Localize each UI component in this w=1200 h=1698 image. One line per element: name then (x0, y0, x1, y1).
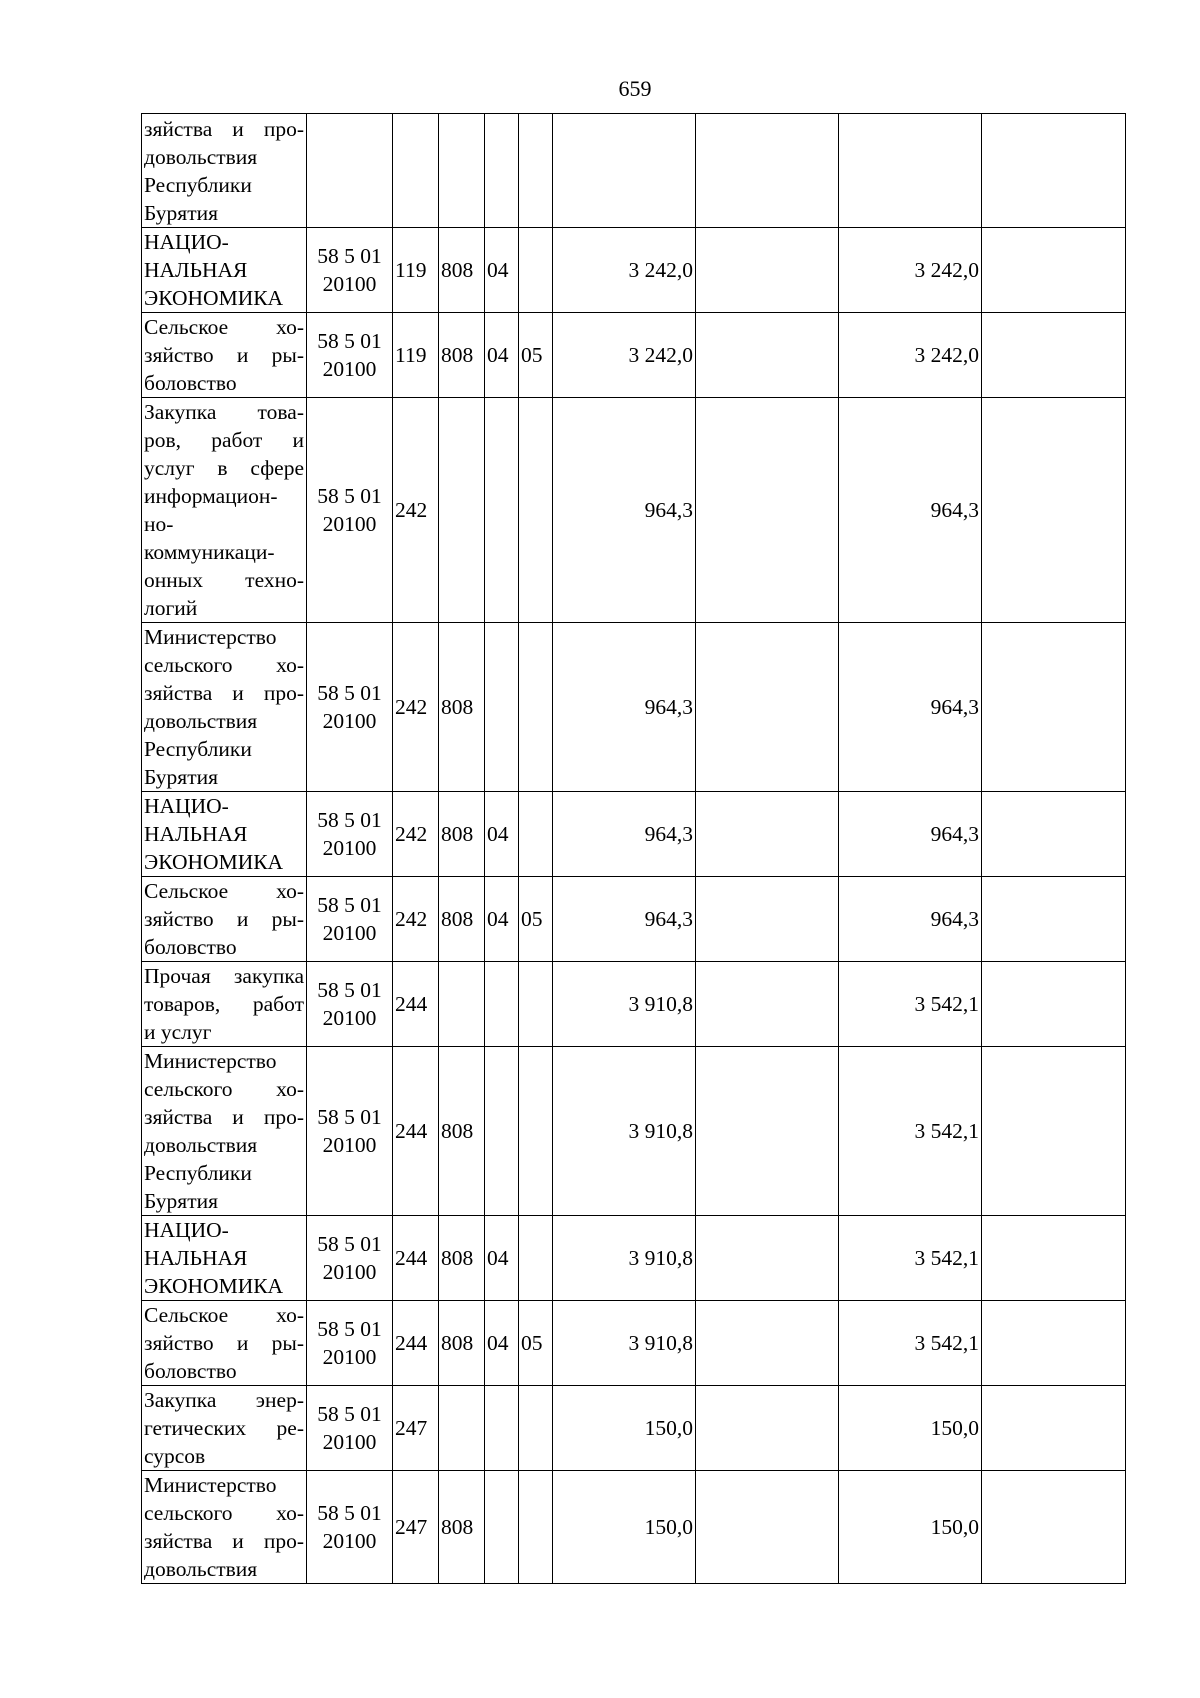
target-code-cell (307, 398, 393, 623)
item-name-line: Министерство (144, 1049, 277, 1073)
amount-cell-4 (982, 114, 1126, 228)
amount-cell-2 (696, 877, 839, 962)
target-code-cell (307, 1301, 393, 1386)
target-code-cell (307, 313, 393, 398)
subsection-cell (519, 228, 553, 313)
amount-cell-3: 964,3 (839, 877, 982, 962)
target-code-cell (307, 1216, 393, 1301)
amount-cell-3: 3 242,0 (839, 313, 982, 398)
item-name-line: Бурятия (144, 200, 218, 225)
department-code-cell: 808 (439, 1301, 485, 1386)
item-name-cell (142, 114, 307, 228)
target-code-line: 58 5 01 (317, 978, 382, 1002)
item-name-cell (142, 623, 307, 792)
amount-cell-4 (982, 1386, 1126, 1471)
target-code-cell (307, 1471, 393, 1584)
target-code-line: 20100 (322, 1529, 377, 1553)
target-code-line: 20100 (322, 1006, 377, 1030)
amount-cell-4 (982, 962, 1126, 1047)
amount-cell-2 (696, 228, 839, 313)
expense-type-cell: 242 (393, 398, 439, 623)
section-cell: 04 (485, 313, 519, 398)
department-code-cell (439, 398, 485, 623)
subsection-cell (519, 1047, 553, 1216)
amount-cell-1: 3 910,8 (553, 962, 696, 1047)
department-code-cell: 808 (439, 792, 485, 877)
target-code-cell (307, 623, 393, 792)
item-name-line: Прочая закупка (144, 964, 304, 988)
item-name-line: зяйство и ры- (144, 1331, 304, 1355)
item-name-line: НАЦИО- (144, 230, 229, 254)
amount-cell-1: 3 242,0 (553, 228, 696, 313)
amount-cell-4 (982, 877, 1126, 962)
item-name-line: зяйство и ры- (144, 343, 304, 367)
table-row (142, 114, 1126, 228)
item-name-line: довольствия (144, 1557, 258, 1581)
item-name-line: Министерство (144, 1473, 277, 1497)
department-code-cell: 808 (439, 877, 485, 962)
item-name-line: Бурятия (144, 1189, 218, 1213)
subsection-cell (519, 1386, 553, 1471)
section-cell: 04 (485, 1301, 519, 1386)
expense-type-cell: 244 (393, 1047, 439, 1216)
item-name-line: Сельское хо- (144, 1303, 304, 1327)
amount-cell-4 (982, 1047, 1126, 1216)
department-code-cell: 808 (439, 623, 485, 792)
department-code-cell: 808 (439, 228, 485, 313)
table-row (142, 1216, 1126, 1301)
item-name-line: Сельское хо- (144, 315, 304, 339)
item-name-line: боловство (144, 371, 237, 395)
table-row (142, 877, 1126, 962)
item-name-line: ЭКОНОМИКА (144, 286, 284, 310)
target-code-line: 58 5 01 (317, 893, 382, 917)
target-code-line: 20100 (322, 272, 377, 296)
subsection-cell (519, 962, 553, 1047)
amount-cell-1: 964,3 (553, 398, 696, 623)
subsection-cell: 05 (519, 1301, 553, 1386)
page-number: 659 (618, 76, 652, 101)
table-row (142, 1386, 1126, 1471)
item-name-line: Закупка энер- (144, 1388, 304, 1412)
item-name-line: довольствия (144, 1133, 258, 1157)
item-name-line: ров, работ и (144, 428, 304, 452)
amount-cell-2 (696, 1471, 839, 1584)
item-name-line: логий (144, 596, 198, 620)
amount-cell-2 (696, 792, 839, 877)
item-name-line: боловство (144, 935, 237, 959)
target-code-line: 20100 (322, 709, 377, 733)
amount-cell-3: 964,3 (839, 623, 982, 792)
department-code-cell (439, 962, 485, 1047)
item-name-line: довольствия (144, 144, 258, 169)
item-name-line: Республики (144, 1161, 252, 1185)
amount-cell-3 (839, 114, 982, 228)
amount-cell-1: 964,3 (553, 792, 696, 877)
expense-type-cell: 242 (393, 792, 439, 877)
item-name-line: Сельское хо- (144, 879, 304, 903)
section-cell: 04 (485, 877, 519, 962)
item-name-line: зяйства и про- (144, 1529, 304, 1553)
amount-cell-1: 3 242,0 (553, 313, 696, 398)
target-code-cell (307, 1047, 393, 1216)
amount-cell-3: 964,3 (839, 792, 982, 877)
subsection-cell: 05 (519, 313, 553, 398)
item-name-cell (142, 1471, 307, 1584)
expense-type-cell: 242 (393, 623, 439, 792)
target-code-cell (307, 877, 393, 962)
item-name-cell (142, 398, 307, 623)
amount-cell-3: 150,0 (839, 1386, 982, 1471)
target-code-line: 58 5 01 (317, 808, 382, 832)
amount-cell-3: 3 542,1 (839, 1301, 982, 1386)
target-code-line: 20100 (322, 921, 377, 945)
amount-cell-2 (696, 962, 839, 1047)
target-code-cell (307, 792, 393, 877)
item-name-line: довольствия (144, 709, 258, 733)
section-cell (485, 1386, 519, 1471)
target-code-line: 58 5 01 (317, 244, 382, 268)
section-cell: 04 (485, 228, 519, 313)
item-name-line: зяйства и про- (144, 1105, 304, 1129)
item-name-line: коммуникаци- (144, 540, 275, 564)
amount-cell-2 (696, 313, 839, 398)
table-row (142, 962, 1126, 1047)
amount-cell-2 (696, 398, 839, 623)
item-name-cell (142, 228, 307, 313)
section-cell (485, 962, 519, 1047)
budget-table (141, 113, 1126, 1584)
expense-type-cell (393, 114, 439, 228)
item-name-line: зяйства и про- (144, 681, 304, 705)
subsection-cell (519, 398, 553, 623)
item-name-line: НАЛЬНАЯ (144, 258, 248, 282)
amount-cell-4 (982, 313, 1126, 398)
department-code-cell (439, 114, 485, 228)
item-name-line: но- (144, 512, 174, 536)
target-code-line: 58 5 01 (317, 1105, 382, 1129)
target-code-cell (307, 228, 393, 313)
item-name-line: сурсов (144, 1444, 206, 1468)
item-name-line: зяйства и про- (144, 116, 304, 141)
item-name-cell (142, 877, 307, 962)
amount-cell-4 (982, 228, 1126, 313)
target-code-line: 58 5 01 (317, 1232, 382, 1256)
section-cell (485, 114, 519, 228)
amount-cell-3: 3 542,1 (839, 962, 982, 1047)
target-code-line: 20100 (322, 357, 377, 381)
item-name-line: НАЛЬНАЯ (144, 1246, 248, 1270)
amount-cell-2 (696, 114, 839, 228)
table-row (142, 398, 1126, 623)
amount-cell-2 (696, 1047, 839, 1216)
item-name-line: Республики (144, 172, 252, 197)
amount-cell-4 (982, 623, 1126, 792)
item-name-line: НАЦИО- (144, 1218, 229, 1242)
section-cell (485, 1471, 519, 1584)
item-name-line: НАЛЬНАЯ (144, 822, 248, 846)
amount-cell-3: 964,3 (839, 398, 982, 623)
item-name-cell (142, 962, 307, 1047)
department-code-cell: 808 (439, 1471, 485, 1584)
subsection-cell (519, 623, 553, 792)
table-body (142, 114, 1126, 1584)
amount-cell-4 (982, 1301, 1126, 1386)
section-cell (485, 623, 519, 792)
target-code-line: 58 5 01 (317, 484, 382, 508)
amount-cell-3: 3 242,0 (839, 228, 982, 313)
item-name-cell (142, 313, 307, 398)
item-name-line: онных техно- (144, 568, 304, 592)
amount-cell-4 (982, 1471, 1126, 1584)
department-code-cell: 808 (439, 1047, 485, 1216)
amount-cell-4 (982, 398, 1126, 623)
amount-cell-1: 3 910,8 (553, 1301, 696, 1386)
amount-cell-2 (696, 623, 839, 792)
expense-type-cell: 119 (393, 228, 439, 313)
target-code-cell (307, 114, 393, 228)
subsection-cell (519, 792, 553, 877)
item-name-line: сельского хо- (144, 1501, 304, 1525)
target-code-line: 20100 (322, 1430, 377, 1454)
item-name-line: зяйство и ры- (144, 907, 304, 931)
department-code-cell: 808 (439, 1216, 485, 1301)
item-name-line: Республики (144, 737, 252, 761)
expense-type-cell: 244 (393, 962, 439, 1047)
target-code-line: 58 5 01 (317, 1501, 382, 1525)
target-code-cell (307, 1386, 393, 1471)
subsection-cell (519, 1216, 553, 1301)
target-code-line: 20100 (322, 1133, 377, 1157)
table-row (142, 313, 1126, 398)
amount-cell-2 (696, 1301, 839, 1386)
target-code-line: 58 5 01 (317, 329, 382, 353)
item-name-line: ЭКОНОМИКА (144, 1274, 284, 1298)
amount-cell-3: 150,0 (839, 1471, 982, 1584)
section-cell (485, 398, 519, 623)
section-cell: 04 (485, 1216, 519, 1301)
subsection-cell (519, 114, 553, 228)
item-name-line: сельского хо- (144, 653, 304, 677)
amount-cell-3: 3 542,1 (839, 1216, 982, 1301)
table-row (142, 792, 1126, 877)
item-name-cell (142, 1216, 307, 1301)
item-name-line: сельского хо- (144, 1077, 304, 1101)
department-code-cell (439, 1386, 485, 1471)
target-code-line: 20100 (322, 1260, 377, 1284)
item-name-line: Бурятия (144, 765, 218, 789)
item-name-line: информацион- (144, 484, 278, 508)
table-row (142, 1471, 1126, 1584)
amount-cell-3: 3 542,1 (839, 1047, 982, 1216)
target-code-line: 20100 (322, 1345, 377, 1369)
target-code-line: 20100 (322, 836, 377, 860)
expense-type-cell: 244 (393, 1301, 439, 1386)
expense-type-cell: 119 (393, 313, 439, 398)
department-code-cell: 808 (439, 313, 485, 398)
item-name-line: Закупка това- (144, 400, 304, 424)
item-name-line: услуг в сфере (144, 456, 304, 480)
item-name-cell (142, 1301, 307, 1386)
subsection-cell (519, 1471, 553, 1584)
item-name-line: и услуг (144, 1020, 212, 1044)
item-name-line: боловство (144, 1359, 237, 1383)
expense-type-cell: 247 (393, 1386, 439, 1471)
expense-type-cell: 247 (393, 1471, 439, 1584)
table-row (142, 228, 1126, 313)
amount-cell-4 (982, 792, 1126, 877)
amount-cell-1: 150,0 (553, 1386, 696, 1471)
expense-type-cell: 244 (393, 1216, 439, 1301)
item-name-cell (142, 792, 307, 877)
target-code-line: 20100 (322, 512, 377, 536)
item-name-line: Министерство (144, 625, 277, 649)
table-row (142, 623, 1126, 792)
target-code-line: 58 5 01 (317, 1317, 382, 1341)
section-cell (485, 1047, 519, 1216)
table-row (142, 1301, 1126, 1386)
amount-cell-1: 964,3 (553, 877, 696, 962)
section-cell: 04 (485, 792, 519, 877)
amount-cell-1 (553, 114, 696, 228)
item-name-cell (142, 1047, 307, 1216)
amount-cell-4 (982, 1216, 1126, 1301)
target-code-cell (307, 962, 393, 1047)
target-code-line: 58 5 01 (317, 681, 382, 705)
amount-cell-1: 3 910,8 (553, 1047, 696, 1216)
amount-cell-1: 964,3 (553, 623, 696, 792)
table-row (142, 1047, 1126, 1216)
item-name-line: ЭКОНОМИКА (144, 850, 284, 874)
amount-cell-1: 3 910,8 (553, 1216, 696, 1301)
amount-cell-2 (696, 1386, 839, 1471)
amount-cell-2 (696, 1216, 839, 1301)
amount-cell-1: 150,0 (553, 1471, 696, 1584)
item-name-line: НАЦИО- (144, 794, 229, 818)
expense-type-cell: 242 (393, 877, 439, 962)
item-name-line: гетических ре- (144, 1416, 304, 1440)
subsection-cell: 05 (519, 877, 553, 962)
item-name-cell (142, 1386, 307, 1471)
item-name-line: товаров, работ (144, 992, 304, 1016)
target-code-line: 58 5 01 (317, 1402, 382, 1426)
